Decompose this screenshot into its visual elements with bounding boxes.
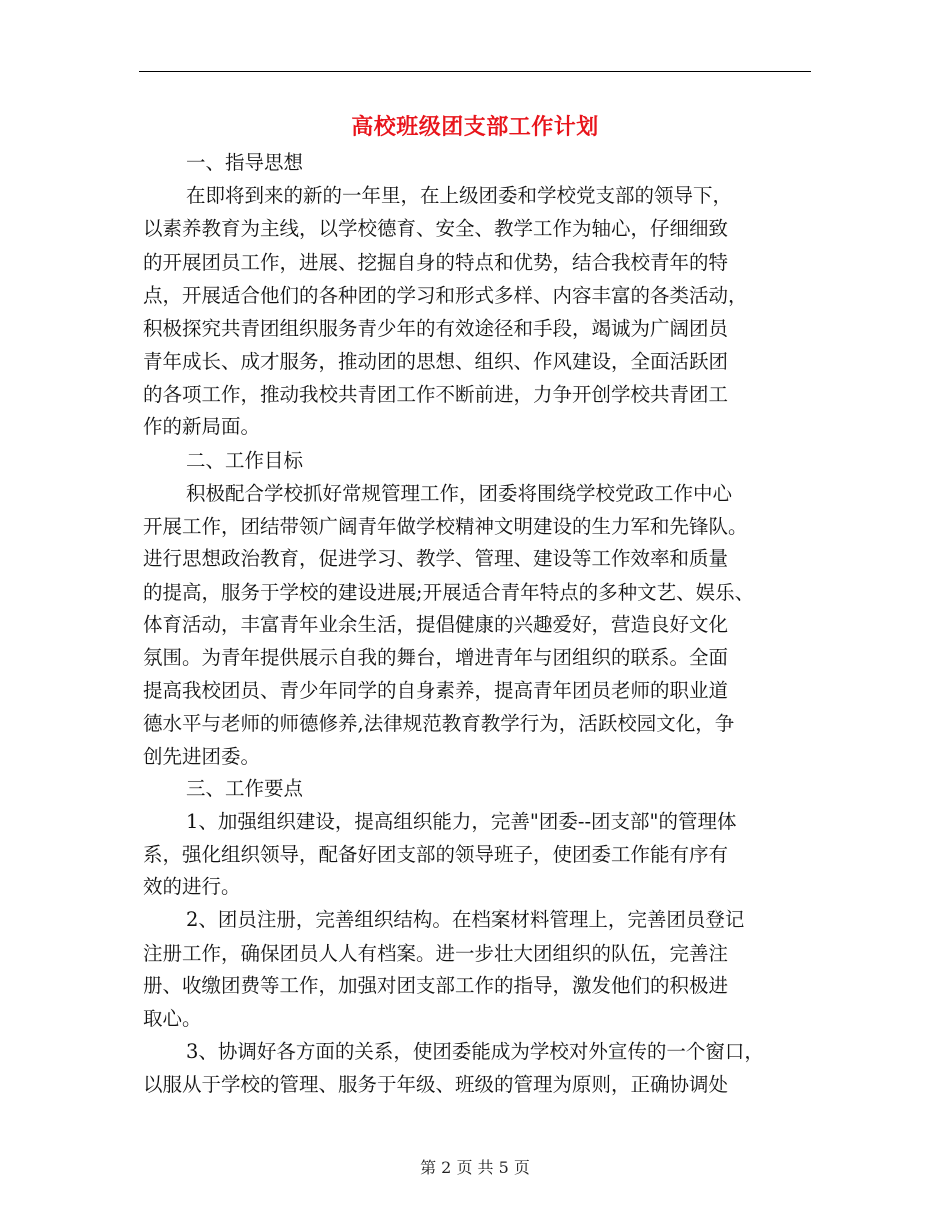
- paragraph-line: 体育活动，丰富青年业余生活，提倡健康的兴趣爱好，营造良好文化: [143, 613, 729, 636]
- paragraph-line: 氛围。为青年提供展示自我的舞台，增进青年与团组织的联系。全面: [143, 646, 729, 669]
- section-heading: 一、指导思想: [186, 151, 304, 174]
- paragraph-line: 积极配合学校抓好常规管理工作，团委将围绕学校党政工作中心: [186, 482, 733, 505]
- page-number: 第 2 页 共 5 页: [420, 1158, 530, 1177]
- paragraph-line: 在即将到来的新的一年里，在上级团委和学校党支部的领导下，: [186, 184, 733, 207]
- paragraph-line: 2、团员注册，完善组织结构。在档案材料管理上，完善团员登记: [186, 908, 745, 931]
- document-title: 高校班级团支部工作计划: [351, 114, 599, 140]
- paragraph-line: 创先进团委。: [143, 745, 261, 768]
- paragraph-line: 作的新局面。: [143, 415, 261, 438]
- paragraph-line: 以素养教育为主线，以学校德育、安全、教学工作为轴心，仔细细致: [143, 217, 729, 240]
- paragraph-line: 青年成长、成才服务，推动团的思想、组织、作风建设，全面活跃团: [143, 350, 729, 373]
- paragraph-line: 点，开展适合他们的各种团的学习和形式多样、内容丰富的各类活动，: [143, 284, 748, 307]
- paragraph-line: 以服从于学校的管理、服务于年级、班级的管理为原则，正确协调处: [143, 1073, 729, 1096]
- paragraph-line: 进行思想政治教育，促进学习、教学、管理、建设等工作效率和质量: [143, 547, 729, 570]
- paragraph-line: 的开展团员工作，进展、挖掘自身的特点和优势，结合我校青年的特: [143, 251, 729, 274]
- paragraph-line: 注册工作，确保团员人人有档案。进一步壮大团组织的队伍，完善注: [143, 942, 729, 965]
- paragraph-line: 1、加强组织建设，提高组织能力，完善"团委--团支部"的管理体: [186, 810, 737, 833]
- section-heading: 三、工作要点: [186, 777, 304, 800]
- paragraph-line: 积极探究共青团组织服务青少年的有效途径和手段，竭诚为广阔团员: [143, 317, 729, 340]
- header-rule: [139, 71, 811, 72]
- paragraph-line: 系，强化组织领导，配备好团支部的领导班子，使团委工作能有序有: [143, 843, 729, 866]
- section-heading: 二、工作目标: [186, 449, 304, 472]
- paragraph-line: 的提高，服务于学校的建设进展;开展适合青年特点的多种文艺、娱乐、: [143, 581, 755, 604]
- paragraph-line: 取心。: [143, 1007, 202, 1030]
- paragraph-line: 德水平与老师的师德修养,法律规范教育教学行为，活跃校园文化，争: [143, 712, 735, 735]
- paragraph-line: 的各项工作，推动我校共青团工作不断前进，力争开创学校共青团工: [143, 383, 729, 406]
- paragraph-line: 提高我校团员、青少年同学的自身素养，提高青年团员老师的职业道: [143, 679, 729, 702]
- paragraph-line: 3、协调好各方面的关系，使团委能成为学校对外宣传的一个窗口，: [186, 1040, 764, 1063]
- paragraph-line: 效的进行。: [143, 875, 241, 898]
- paragraph-line: 册、收缴团费等工作，加强对团支部工作的指导，激发他们的积极进: [143, 974, 729, 997]
- paragraph-line: 开展工作，团结带领广阔青年做学校精神文明建设的生力军和先锋队。: [143, 515, 748, 538]
